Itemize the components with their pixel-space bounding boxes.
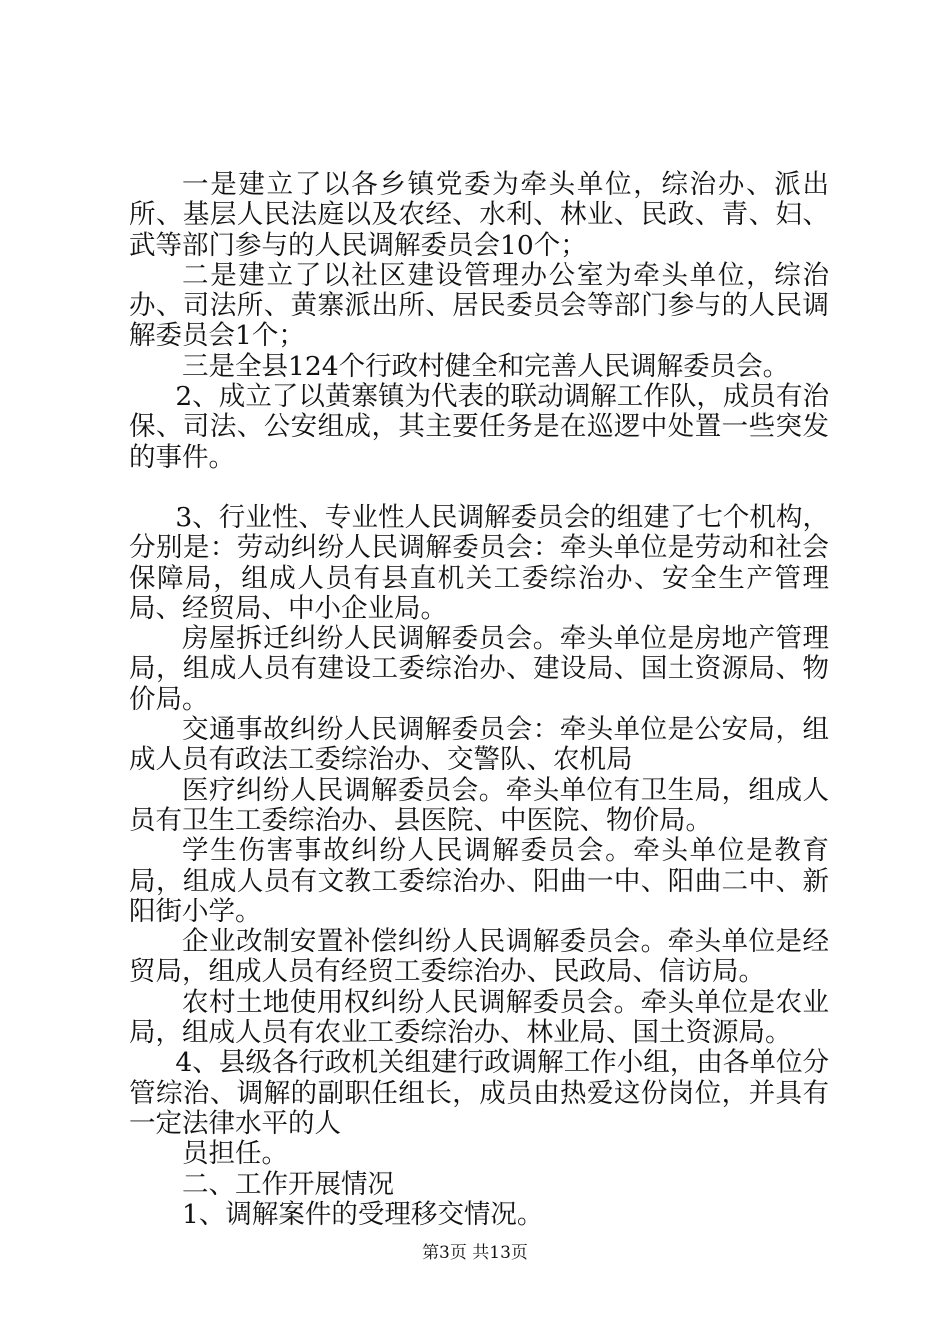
paragraph-demolition-committee: 房屋拆迁纠纷人民调解委员会。牵头单位是房地产管理局，组成人员有建设工委综治办、建设局、国土资源局、物价局。 [129,623,829,715]
paragraph-student-committee: 学生伤害事故纠纷人民调解委员会。牵头单位是教育局，组成人员有文教工委综治办、阳曲一中、阳曲二中、新阳街小学。 [129,835,829,927]
document-body [129,170,829,1230]
paragraph-land-committee: 农村土地使用权纠纷人民调解委员会。牵头单位是农业局，组成人员有农业工委综治办、林业局、国土资源局。 [129,986,829,1049]
paragraph-continuation: 员担任。 [182,1138,288,1170]
paragraph-traffic-committee: 交通事故纠纷人民调解委员会：牵头单位是公安局，组成人员有政法工委综治办、交警队、农机局 [129,714,829,776]
page-number-footer: 第3页 共13页 [422,1243,528,1263]
paragraph-township-committees: 一是建立了以各乡镇党委为牵头单位，综治办、派出所、基层人民法庭以及农经、水利、林业、民政、青、妇、武等部门参与的人民调解委员会10个； [129,169,829,261]
paragraph-enterprise-committee: 企业改制安置补偿纠纷人民调解委员会。牵头单位是经贸局，组成人员有经贸工委综治办、民政局、信访局。 [129,926,829,988]
paragraph-medical-committee: 医疗纠纷人民调解委员会。牵头单位有卫生局，组成人员有卫生工委综治办、县医院、中医院、物价局。 [129,774,829,836]
paragraph-industry-committees: 3、行业性、专业性人民调解委员会的组建了七个机构，分别是：劳动纠纷人民调解委员会：牵头单位是劳动和社会保障局，组成人员有县直机关工委综治办、安全生产管理局、经贸局、中小企业局。 [129,501,829,624]
paragraph-community-committee: 二是建立了以社区建设管理办公室为牵头单位，综治办、司法所、黄寨派出所、居民委员会等部门参与的人民调解委员会1个； [129,259,829,352]
paragraph-administrative-groups: 4、县级各行政机关组建行政调解工作小组，由各单位分管综治、调解的副职任组长，成员由热爱这份岗位，并具有一定法律水平的人 [129,1047,829,1139]
paragraph-village-committees: 三是全县124个行政村健全和完善人民调解委员会。 [182,350,790,382]
subsection-heading-case-handling: 1、调解案件的受理移交情况。 [182,1198,544,1230]
paragraph-linkage-team: 2、成立了以黄寨镇为代表的联动调解工作队，成员有治保、司法、公安组成，其主要任务是在巡逻中处置一些突发的事件。 [129,381,829,473]
section-heading-work-progress: 二、工作开展情况 [182,1168,394,1200]
